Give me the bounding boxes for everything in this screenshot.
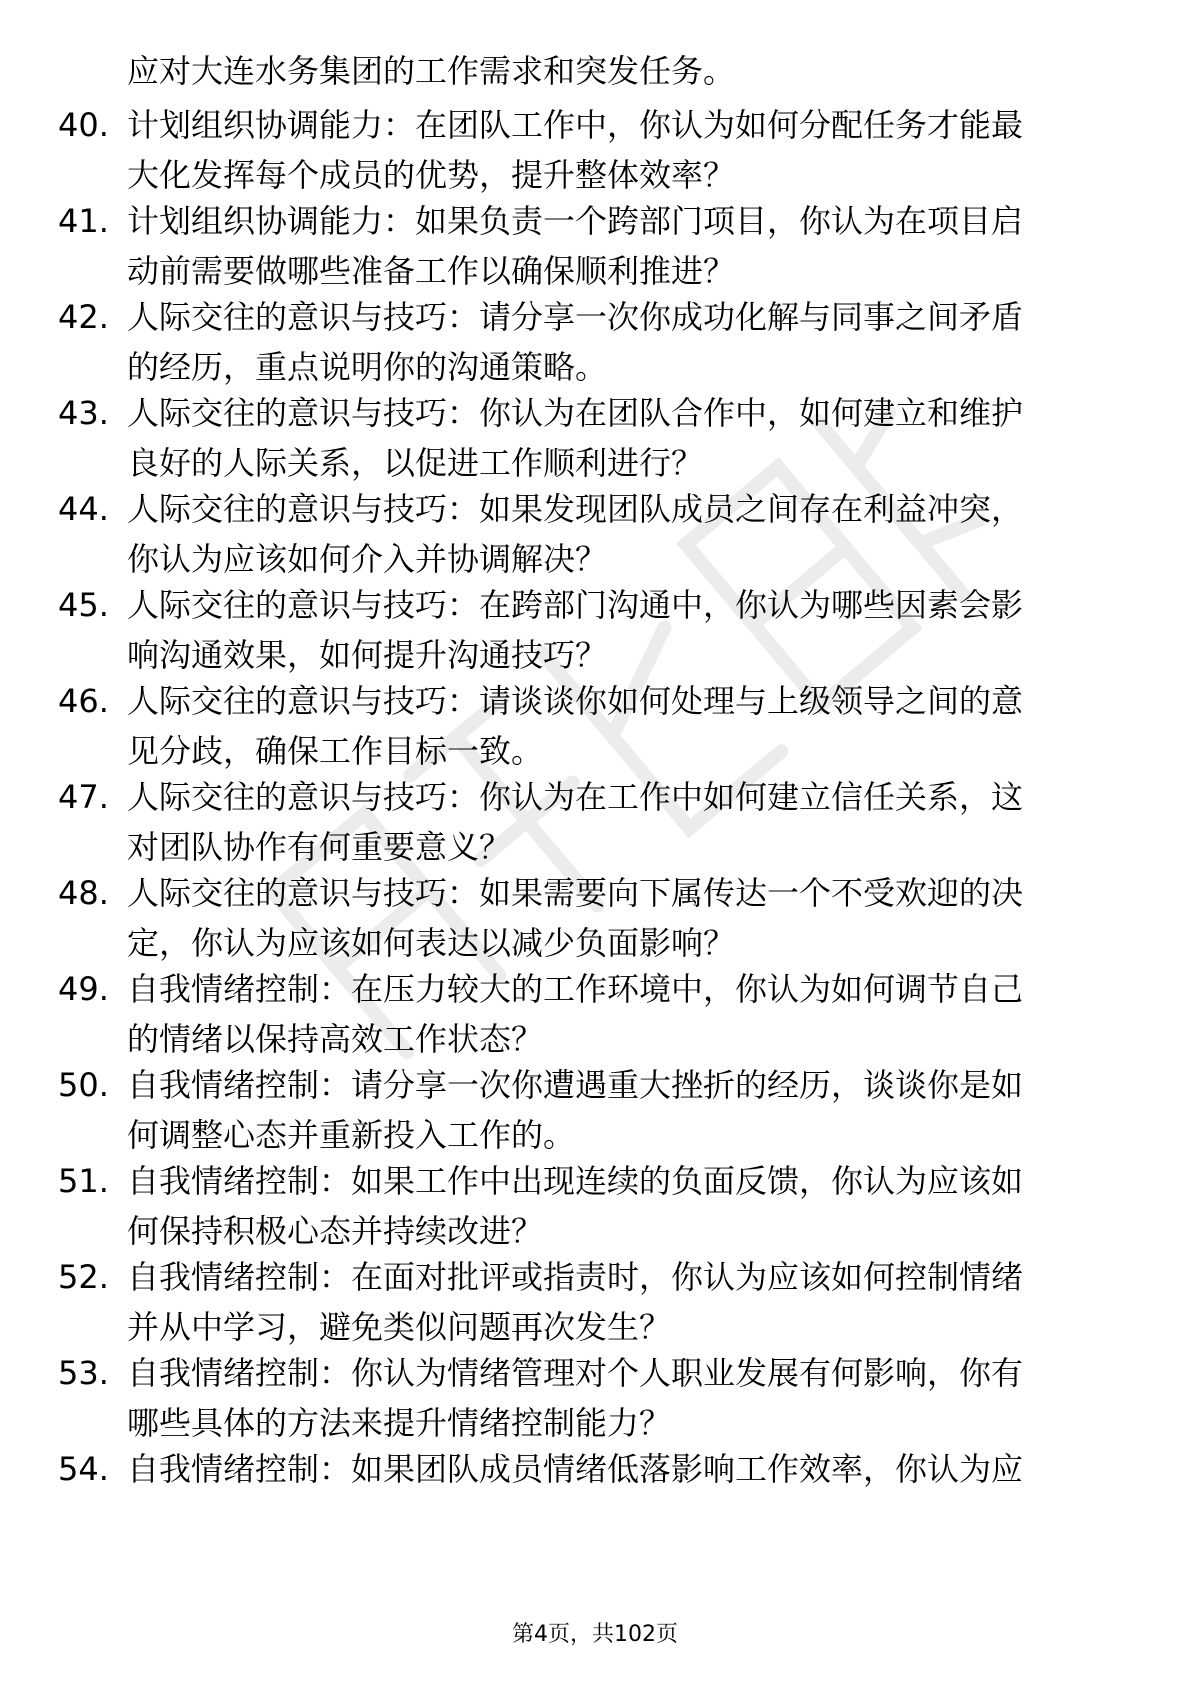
question-line: 对团队协作有何重要意义？ (127, 828, 512, 866)
page-number-footer: 第4页，共102页 (512, 1622, 678, 1647)
question-number: 53. (58, 1354, 109, 1392)
question-text (127, 1444, 1117, 1494)
question-line: 人际交往的意识与技巧：请谈谈你如何处理与上级领导之间的意 (127, 682, 1024, 720)
question-number: 40. (58, 106, 109, 144)
question-number: 44. (58, 490, 109, 528)
question-line: 人际交往的意识与技巧：在跨部门沟通中，你认为哪些因素会影 (127, 586, 1024, 624)
question-text (127, 1156, 1117, 1256)
question-text (127, 868, 1117, 968)
question-number: 45. (58, 586, 109, 624)
question-line: 人际交往的意识与技巧：你认为在团队合作中，如何建立和维护 (127, 394, 1024, 432)
question-number: 43. (58, 394, 109, 432)
question-line: 自我情绪控制：在面对批评或指责时，你认为应该如何控制情绪 (127, 1258, 1024, 1296)
question-text (127, 772, 1117, 872)
question-text (127, 100, 1117, 200)
question-number: 41. (58, 202, 109, 240)
question-line: 动前需要做哪些准备工作以确保顺利推进？ (127, 252, 736, 290)
question-line: 自我情绪控制：如果团队成员情绪低落影响工作效率，你认为应 (127, 1450, 1024, 1488)
question-text (127, 292, 1117, 392)
question-number: 42. (58, 298, 109, 336)
question-line: 自我情绪控制：请分享一次你遭遇重大挫折的经历，谈谈你是如 (127, 1066, 1024, 1104)
question-text (127, 964, 1117, 1064)
question-line: 响沟通效果，如何提升沟通技巧？ (127, 636, 608, 674)
question-text (127, 388, 1117, 488)
question-number: 52. (58, 1258, 109, 1296)
question-line: 自我情绪控制：你认为情绪管理对个人职业发展有何影响，你有 (127, 1354, 1024, 1392)
question-line: 大化发挥每个成员的优势，提升整体效率？ (127, 156, 736, 194)
question-number: 49. (58, 970, 109, 1008)
question-line: 人际交往的意识与技巧：如果发现团队成员之间存在利益冲突， (127, 490, 1024, 528)
question-line: 定，你认为应该如何表达以减少负面影响？ (127, 924, 736, 962)
question-line: 人际交往的意识与技巧：如果需要向下属传达一个不受欢迎的决 (127, 874, 1024, 912)
question-line: 见分歧，确保工作目标一致。 (127, 732, 544, 770)
question-text (127, 484, 1117, 584)
question-number: 48. (58, 874, 109, 912)
question-number: 54. (58, 1450, 109, 1488)
question-line: 计划组织协调能力：在团队工作中，你认为如何分配任务才能最 (127, 106, 1024, 144)
question-number: 47. (58, 778, 109, 816)
question-number: 51. (58, 1162, 109, 1200)
question-line: 自我情绪控制：在压力较大的工作环境中，你认为如何调节自己 (127, 970, 1024, 1008)
question-text (127, 676, 1117, 776)
question-text (127, 1252, 1117, 1352)
question-line: 何保持积极心态并持续改进？ (127, 1212, 544, 1250)
question-line: 哪些具体的方法来提升情绪控制能力？ (127, 1404, 672, 1442)
continuation-line: 应对大连水务集团的工作需求和突发任务。 (127, 52, 736, 90)
question-text (127, 1060, 1117, 1160)
question-line: 何调整心态并重新投入工作的。 (127, 1116, 576, 1154)
question-line: 自我情绪控制：如果工作中出现连续的负面反馈，你认为应该如 (127, 1162, 1024, 1200)
question-line: 并从中学习，避免类似问题再次发生？ (127, 1308, 672, 1346)
question-text (127, 196, 1117, 296)
question-line: 的情绪以保持高效工作状态？ (127, 1020, 544, 1058)
question-number: 46. (58, 682, 109, 720)
question-line: 人际交往的意识与技巧：请分享一次你成功化解与同事之间矛盾 (127, 298, 1024, 336)
question-text (127, 1348, 1117, 1448)
question-line: 人际交往的意识与技巧：你认为在工作中如何建立信任关系，这 (127, 778, 1024, 816)
question-line: 计划组织协调能力：如果负责一个跨部门项目，你认为在项目启 (127, 202, 1024, 240)
question-line: 良好的人际关系，以促进工作顺利进行？ (127, 444, 704, 482)
question-number: 50. (58, 1066, 109, 1104)
question-text (127, 580, 1117, 680)
question-line: 的经历，重点说明你的沟通策略。 (127, 348, 608, 386)
question-line: 你认为应该如何介入并协调解决？ (127, 540, 608, 578)
